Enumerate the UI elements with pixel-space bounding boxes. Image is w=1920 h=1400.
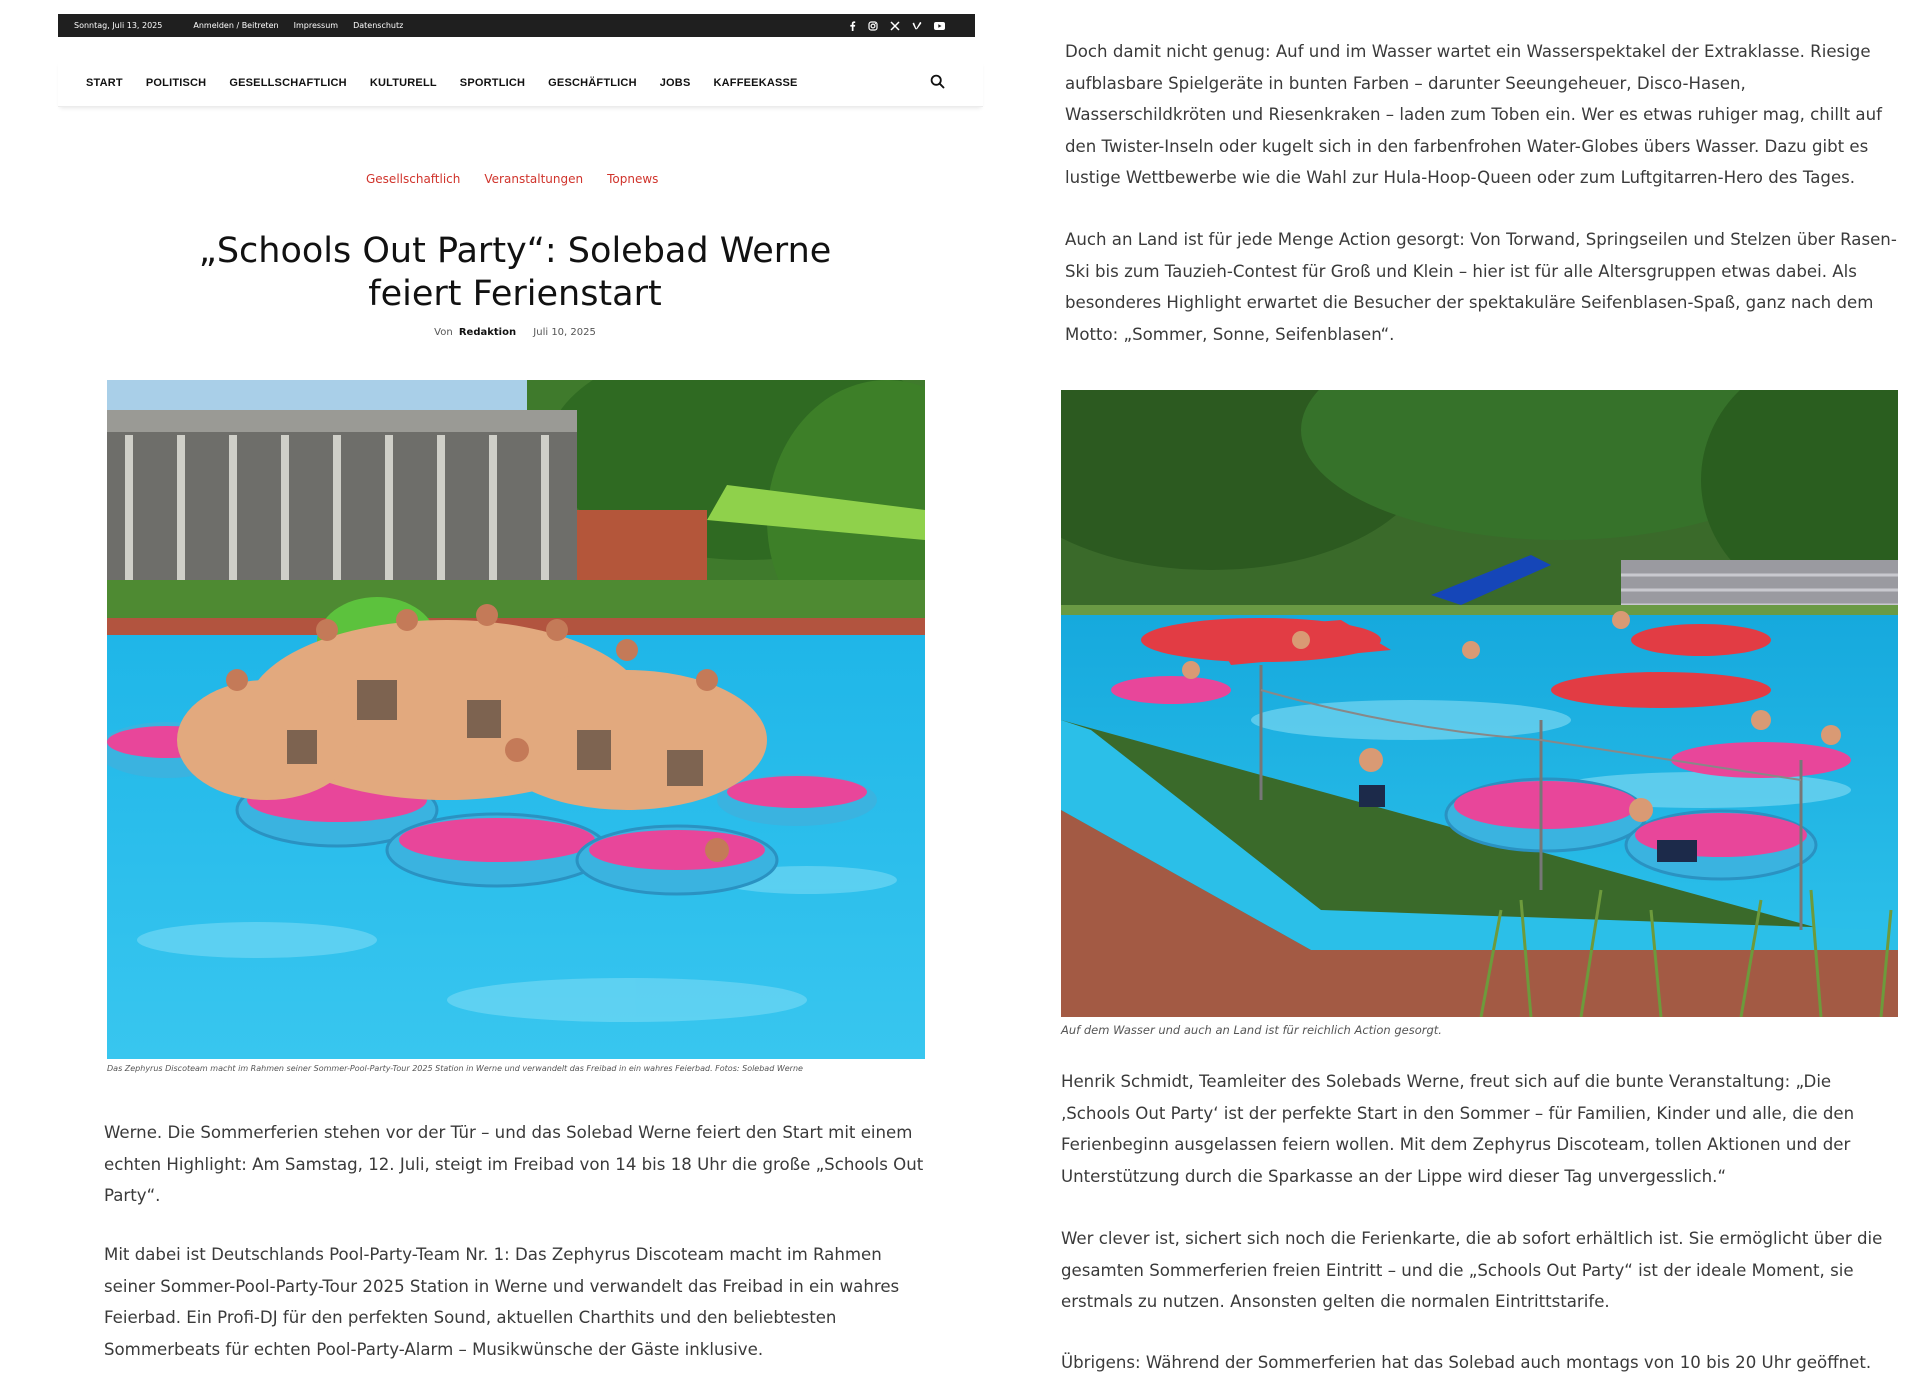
nav-item-kulturell[interactable]: KULTURELL	[369, 77, 437, 89]
byline	[0, 327, 1030, 338]
login-register-link[interactable]: Anmelden / Beitreten	[193, 21, 279, 30]
paragraph-discoteam: Mit dabei ist Deutschlands Pool-Party-Team Nr. 1: Das Zephyrus Discoteam macht im Rahmen seiner Sommer-Pool-Party-Tour 2025 Station in Werne und verwandelt das Freibad in ein wahres Feierbad. Ein Profi-DJ für den perfekten Sound, aktuellen Charthits und den beliebtesten Sommerbeats für echten Pool-Party-Alarm – Musikwünsche der Gäste inklusive.	[104, 1245, 900, 1359]
top-bar	[58, 14, 975, 37]
social-icons	[849, 21, 945, 31]
nav-item-gesellschaftlich[interactable]: GESELLSCHAFTLICH	[229, 77, 347, 89]
category-gesellschaftlich[interactable]: Gesellschaftlich	[366, 172, 461, 186]
nav-item-kaffeekasse[interactable]: KAFFEEKASSE	[713, 77, 798, 89]
photo-2-caption: Auf dem Wasser und auch an Land ist für reichlich Action gesorgt.	[1061, 1023, 1442, 1037]
article-photo-pool-inflatables	[1061, 390, 1898, 1017]
paragraph-land-action: Auch an Land ist für jede Menge Action gesorgt: Von Torwand, Springseilen und Stelzen über Rasen-Ski bis zum Tauzieh-Contest für Groß und Klein – hier ist für alle Altersgruppen etwas dabei. Als besonderes Highlight erwartet die Besucher der spektakuläre Seifenblasen-Spaß, ganz nach dem Motto: „Sommer, Sonne, Seifenblasen“.	[1065, 230, 1897, 344]
vimeo-icon[interactable]	[912, 21, 922, 30]
paragraph-water-spectacle: Doch damit nicht genug: Auf und im Wasser wartet ein Wasserspektakel der Extraklasse. Riesige aufblasbare Spielgeräte in bunten Farben – darunter Seeungeheuer, Disco-Hasen, Wasserschildkröten und Riesenkraken – laden zum Toben ein. Wer es etwas ruhiger mag, chillt auf den Twister-Inseln oder kugelt sich in den farbenfrohen Water-Globes übers Wasser. Dazu gibt es lustige Wettbewerbe wie die Wahl zur Hula-Hoop-Queen oder zum Luftgitarren-Hero des Tages.	[1065, 42, 1882, 187]
article-title: „Schools Out Party“: Solebad Werne feiert Ferienstart	[198, 231, 832, 314]
byline-prefix: Von	[434, 327, 453, 338]
article-photo-pool-party	[107, 380, 925, 1059]
youtube-icon[interactable]	[934, 22, 945, 30]
current-date: Sonntag, Juli 13, 2025	[74, 21, 163, 30]
paragraph-intro: Werne. Die Sommerferien stehen vor der Tür – und das Solebad Werne feiert den Start mit einem echten Highlight: Am Samstag, 12. Juli, steigt im Freibad von 14 bis 18 Uhr die große „Schools Out Party“.	[104, 1123, 924, 1205]
search-icon[interactable]	[930, 74, 945, 93]
category-tags	[366, 172, 658, 186]
nav-item-politisch[interactable]: POLITISCH	[145, 77, 207, 89]
nav-item-start[interactable]: START	[86, 77, 123, 89]
top-links	[193, 21, 403, 30]
paragraph-quote: Henrik Schmidt, Teamleiter des Solebads Werne, freut sich auf die bunte Veranstaltung: „Die ‚Schools Out Party‘ ist der perfekte Start in den Sommer – für Familien, Kinder und alle, die den Ferienbeginn ausgelassen feiern wollen. Mit dem Zephyrus Discoteam, tollen Aktionen und der Unterstützung durch die Sparkasse an der Lippe wird dieser Tag unvergesslich.“	[1061, 1072, 1855, 1186]
impressum-link[interactable]: Impressum	[293, 21, 339, 30]
publish-date: Juli 10, 2025	[533, 327, 596, 338]
paragraph-opening-hours: Übrigens: Während der Sommerferien hat das Solebad auch montags von 10 bis 20 Uhr geöffnet.	[1061, 1353, 1872, 1372]
x-icon[interactable]	[890, 21, 900, 31]
nav-item-geschaeftlich[interactable]: GESCHÄFTLICH	[548, 77, 637, 89]
datenschutz-link[interactable]: Datenschutz	[353, 21, 404, 30]
nav-item-sportlich[interactable]: SPORTLICH	[459, 77, 526, 89]
author-link[interactable]: Redaktion	[458, 327, 517, 338]
facebook-icon[interactable]	[849, 21, 856, 31]
nav-item-jobs[interactable]: JOBS	[659, 77, 691, 89]
main-navigation	[58, 60, 983, 107]
photo-1-caption: Das Zephyrus Discoteam macht im Rahmen seiner Sommer-Pool-Party-Tour 2025 Station in Werne und verwandelt das Freibad in ein wahres Feierbad. Fotos: Solebad Werne	[107, 1064, 803, 1073]
category-veranstaltungen[interactable]: Veranstaltungen	[484, 172, 584, 186]
category-topnews[interactable]: Topnews	[607, 172, 659, 186]
instagram-icon[interactable]	[868, 21, 878, 31]
paragraph-ferienkarte: Wer clever ist, sichert sich noch die Ferienkarte, die ab sofort erhältlich ist. Sie ermöglicht über die gesamten Sommerferien freien Eintritt – und die „Schools Out Party“ ist der ideale Moment, sie erstmals zu nutzen. Ansonsten gelten die normalen Eintrittstarife.	[1061, 1229, 1883, 1311]
